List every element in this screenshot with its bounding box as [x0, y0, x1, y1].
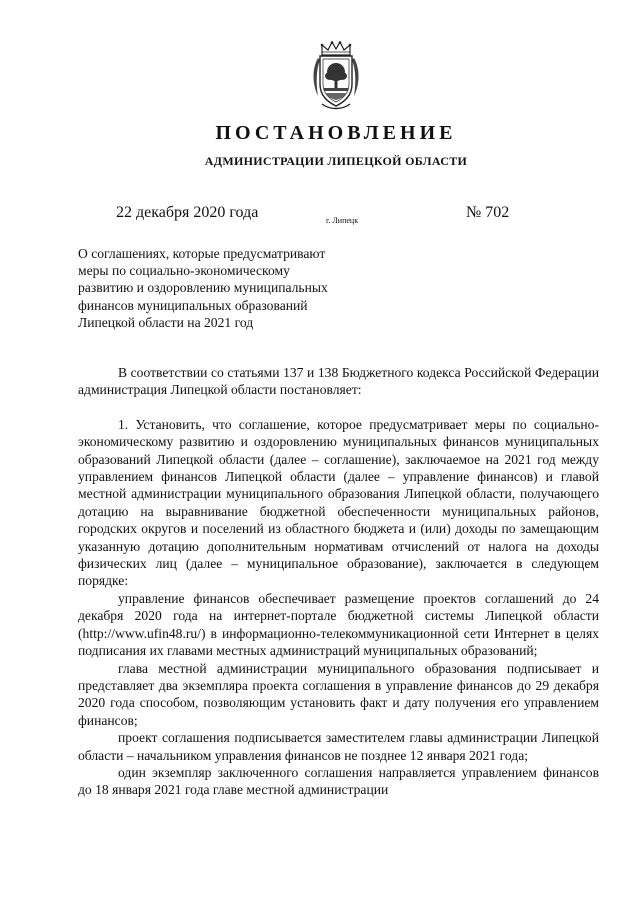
preamble-paragraph: В соответствии со статьями 137 и 138 Бюджетного кодекса Российской Федерации администрация Липецкой области постановляет: — [78, 365, 599, 398]
document-subtitle: АДМИНИСТРАЦИИ ЛИПЕЦКОЙ ОБЛАСТИ — [204, 154, 468, 168]
document-date: 22 декабря 2020 года — [116, 204, 259, 221]
document-number: № 702 — [466, 204, 510, 221]
body-paragraph: 1. Установить, что соглашение, которое предусматривает меры по социально-экономическому развитию и оздоровлению муниципальных финансов муниципальных образований Липецкой области (далее – соглашение), заключаемое на 2021 год между управлением финансов Липецкой области (далее – управление финансов) и главой местной администрации муниципального образования Липецкой области, получающего дотацию на выравнивание бюджетной обеспеченности муниципальных районов, городских округов и поселений из областного бюджета и (или) доходы по замещающим указанную дотацию дополнительным нормативам отчислений от налога на доходы физических лиц (далее – муниципальное образование), заключается в следующем порядке: — [78, 416, 599, 589]
document-heading: О соглашениях, которые предусматривают меры по социально-экономическому развитию и оздоровлению муниципальных финансов муниципальных образований Липецкой области на 2021 год — [78, 246, 328, 330]
body-paragraph: один экземпляр заключенного соглашения направляется управлением финансов до 18 января 2021 года главе местной администрации — [78, 764, 599, 798]
body-paragraph: проект соглашения подписывается заместителем главы администрации Липецкой области – начальником управления финансов не позднее 12 января 2021 года; — [78, 730, 599, 763]
document-title: ПОСТАНОВЛЕНИЕ — [215, 122, 457, 144]
document-city: г. Липецк — [326, 216, 359, 225]
lipetsk-coat-of-arms-icon — [308, 40, 364, 112]
document-body — [78, 364, 599, 799]
body-paragraph: глава местной администрации муниципального образования подписывает и представляет два экземпляра проекта соглашения в управление финансов до 29 декабря 2020 года способом, позволяющим установить факт и дату получения его управлением финансов; — [78, 660, 599, 728]
body-paragraph: управление финансов обеспечивает размещение проектов соглашений до 24 декабря 2020 года на интернет-портале бюджетной системы Липецкой области (http://www.ufin48.ru/) в информационно-телекоммуникационной сети Интернет в целях подписания их главами местных администраций муниципальных образований; — [78, 590, 599, 659]
